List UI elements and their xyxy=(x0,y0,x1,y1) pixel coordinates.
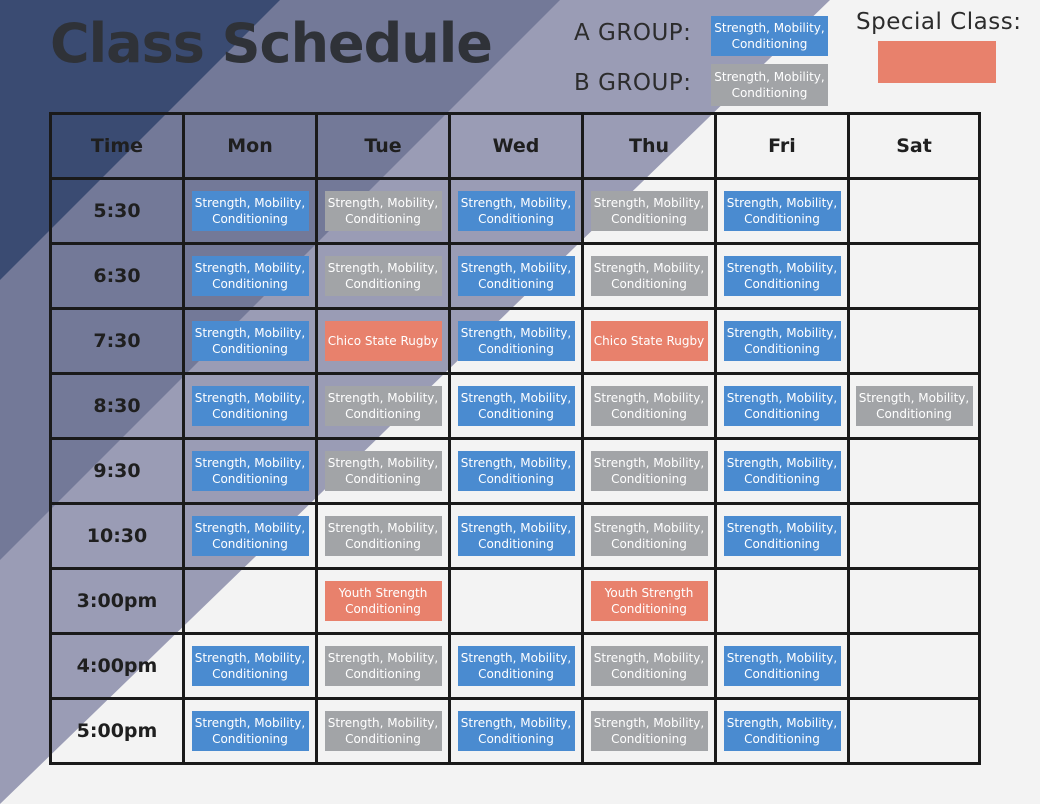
class-chip-a-group: Strength, Mobility, Conditioning xyxy=(458,451,575,491)
class-chip-b-group: Strength, Mobility, Conditioning xyxy=(325,516,442,556)
schedule-cell-fri xyxy=(716,504,849,569)
cell-content xyxy=(717,570,847,632)
page-title: Class Schedule xyxy=(50,12,492,75)
schedule-row xyxy=(51,309,980,374)
cell-content xyxy=(318,570,448,632)
cell-content xyxy=(451,375,581,437)
schedule-row xyxy=(51,179,980,244)
cell-content xyxy=(185,570,315,632)
cell-content xyxy=(584,570,714,632)
legend-a-group-label: A GROUP: xyxy=(574,20,692,46)
cell-content xyxy=(318,310,448,372)
class-chip-a-group: Strength, Mobility, Conditioning xyxy=(724,646,841,686)
schedule-cell-mon xyxy=(184,569,317,634)
cell-content xyxy=(185,180,315,242)
schedule-cell-wed xyxy=(450,374,583,439)
schedule-cell-tue xyxy=(317,634,450,699)
schedule-cell-fri xyxy=(716,699,849,764)
class-chip-a-group: Strength, Mobility, Conditioning xyxy=(458,191,575,231)
schedule-cell-wed xyxy=(450,634,583,699)
schedule-cell-fri xyxy=(716,634,849,699)
schedule-row xyxy=(51,569,980,634)
header-row xyxy=(51,114,980,179)
special-class-chip: Youth Strength Conditioning xyxy=(591,581,708,621)
schedule-cell-fri xyxy=(716,439,849,504)
cell-content xyxy=(318,245,448,307)
schedule-cell-tue xyxy=(317,569,450,634)
time-cell: 5:30 xyxy=(51,179,184,244)
schedule-cell-mon xyxy=(184,699,317,764)
schedule-cell-wed xyxy=(450,309,583,374)
schedule-cell-wed xyxy=(450,439,583,504)
special-class-chip: Youth Strength Conditioning xyxy=(325,581,442,621)
cell-content xyxy=(717,375,847,437)
cell-content xyxy=(717,245,847,307)
col-header-sat: Sat xyxy=(849,114,980,179)
class-chip-b-group: Strength, Mobility, Conditioning xyxy=(325,256,442,296)
class-chip-a-group: Strength, Mobility, Conditioning xyxy=(724,386,841,426)
class-chip-a-group: Strength, Mobility, Conditioning xyxy=(724,256,841,296)
legend-a-group-chip: Strength, Mobility, Conditioning xyxy=(711,16,828,56)
schedule-cell-wed xyxy=(450,504,583,569)
cell-content xyxy=(451,310,581,372)
class-chip-b-group: Strength, Mobility, Conditioning xyxy=(591,516,708,556)
cell-content xyxy=(584,245,714,307)
class-chip-b-group: Strength, Mobility, Conditioning xyxy=(325,451,442,491)
cell-content xyxy=(584,375,714,437)
cell-content xyxy=(451,245,581,307)
schedule-cell-mon xyxy=(184,244,317,309)
class-chip-a-group: Strength, Mobility, Conditioning xyxy=(192,386,309,426)
class-chip-a-group: Strength, Mobility, Conditioning xyxy=(458,711,575,751)
col-header-thu: Thu xyxy=(583,114,716,179)
cell-content xyxy=(717,310,847,372)
schedule-cell-thu xyxy=(583,504,716,569)
schedule-cell-thu xyxy=(583,439,716,504)
cell-content xyxy=(318,440,448,502)
class-chip-a-group: Strength, Mobility, Conditioning xyxy=(724,321,841,361)
class-chip-b-group: Strength, Mobility, Conditioning xyxy=(325,646,442,686)
time-cell: 4:00pm xyxy=(51,634,184,699)
time-cell: 5:00pm xyxy=(51,699,184,764)
legend-b-group-chip: Strength, Mobility, Conditioning xyxy=(711,64,828,106)
schedule-cell-mon xyxy=(184,504,317,569)
schedule-table xyxy=(49,112,981,765)
legend-special-class-label: Special Class: xyxy=(856,9,1022,35)
cell-content xyxy=(451,700,581,762)
special-class-chip: Chico State Rugby xyxy=(325,321,442,361)
cell-content xyxy=(584,700,714,762)
class-chip-a-group: Strength, Mobility, Conditioning xyxy=(724,451,841,491)
schedule-cell-tue xyxy=(317,699,450,764)
cell-content xyxy=(185,635,315,697)
schedule-row xyxy=(51,699,980,764)
time-cell: 9:30 xyxy=(51,439,184,504)
cell-content xyxy=(584,635,714,697)
cell-content xyxy=(318,180,448,242)
class-chip-b-group: Strength, Mobility, Conditioning xyxy=(325,711,442,751)
class-chip-a-group: Strength, Mobility, Conditioning xyxy=(192,646,309,686)
cell-content xyxy=(850,700,978,762)
schedule-cell-sat xyxy=(849,569,980,634)
class-chip-a-group: Strength, Mobility, Conditioning xyxy=(458,386,575,426)
cell-content xyxy=(717,440,847,502)
class-chip-a-group: Strength, Mobility, Conditioning xyxy=(458,321,575,361)
class-chip-b-group: Strength, Mobility, Conditioning xyxy=(325,191,442,231)
cell-content xyxy=(185,375,315,437)
col-header-mon: Mon xyxy=(184,114,317,179)
cell-content xyxy=(584,180,714,242)
class-chip-a-group: Strength, Mobility, Conditioning xyxy=(458,646,575,686)
cell-content xyxy=(185,505,315,567)
cell-content xyxy=(850,505,978,567)
cell-content xyxy=(850,635,978,697)
cell-content xyxy=(451,570,581,632)
class-chip-b-group: Strength, Mobility, Conditioning xyxy=(591,451,708,491)
schedule-row xyxy=(51,504,980,569)
schedule-cell-thu xyxy=(583,179,716,244)
cell-content xyxy=(850,310,978,372)
schedule-cell-thu xyxy=(583,244,716,309)
class-chip-a-group: Strength, Mobility, Conditioning xyxy=(458,256,575,296)
schedule-cell-wed xyxy=(450,569,583,634)
cell-content xyxy=(318,700,448,762)
cell-content xyxy=(850,440,978,502)
class-chip-a-group: Strength, Mobility, Conditioning xyxy=(192,191,309,231)
schedule-cell-thu xyxy=(583,569,716,634)
time-cell: 10:30 xyxy=(51,504,184,569)
class-chip-b-group: Strength, Mobility, Conditioning xyxy=(325,386,442,426)
class-chip-b-group: Strength, Mobility, Conditioning xyxy=(591,711,708,751)
schedule-cell-sat xyxy=(849,699,980,764)
schedule-cell-mon xyxy=(184,439,317,504)
schedule-cell-sat xyxy=(849,309,980,374)
schedule-cell-tue xyxy=(317,374,450,439)
schedule-cell-fri xyxy=(716,244,849,309)
schedule-cell-thu xyxy=(583,699,716,764)
schedule-cell-sat xyxy=(849,439,980,504)
schedule-cell-thu xyxy=(583,374,716,439)
schedule-cell-fri xyxy=(716,569,849,634)
cell-content xyxy=(584,310,714,372)
schedule-row xyxy=(51,244,980,309)
schedule-cell-fri xyxy=(716,179,849,244)
schedule-cell-tue xyxy=(317,504,450,569)
class-chip-b-group: Strength, Mobility, Conditioning xyxy=(591,386,708,426)
class-chip-b-group: Strength, Mobility, Conditioning xyxy=(591,646,708,686)
class-chip-a-group: Strength, Mobility, Conditioning xyxy=(724,191,841,231)
class-chip-a-group: Strength, Mobility, Conditioning xyxy=(192,321,309,361)
cell-content xyxy=(850,375,978,437)
schedule-cell-mon xyxy=(184,374,317,439)
cell-content xyxy=(850,180,978,242)
class-chip-a-group: Strength, Mobility, Conditioning xyxy=(724,516,841,556)
cell-content xyxy=(185,440,315,502)
schedule-cell-tue xyxy=(317,244,450,309)
time-cell: 7:30 xyxy=(51,309,184,374)
schedule-cell-sat xyxy=(849,634,980,699)
schedule-cell-wed xyxy=(450,179,583,244)
cell-content xyxy=(451,180,581,242)
class-chip-a-group: Strength, Mobility, Conditioning xyxy=(192,451,309,491)
class-chip-b-group: Strength, Mobility, Conditioning xyxy=(856,386,973,426)
cell-content xyxy=(451,635,581,697)
legend-special-class-swatch xyxy=(878,41,996,83)
class-chip-a-group: Strength, Mobility, Conditioning xyxy=(192,711,309,751)
time-cell: 8:30 xyxy=(51,374,184,439)
cell-content xyxy=(850,245,978,307)
cell-content xyxy=(318,635,448,697)
schedule-cell-sat xyxy=(849,179,980,244)
schedule-cell-wed xyxy=(450,699,583,764)
schedule-cell-fri xyxy=(716,309,849,374)
schedule-cell-sat xyxy=(849,374,980,439)
schedule-cell-tue xyxy=(317,179,450,244)
cell-content xyxy=(318,505,448,567)
cell-content xyxy=(717,635,847,697)
col-header-time: Time xyxy=(51,114,184,179)
col-header-tue: Tue xyxy=(317,114,450,179)
class-chip-b-group: Strength, Mobility, Conditioning xyxy=(591,191,708,231)
cell-content xyxy=(717,180,847,242)
cell-content xyxy=(850,570,978,632)
cell-content xyxy=(185,310,315,372)
cell-content xyxy=(584,505,714,567)
schedule-cell-sat xyxy=(849,244,980,309)
cell-content xyxy=(185,700,315,762)
schedule-cell-mon xyxy=(184,634,317,699)
schedule-cell-thu xyxy=(583,309,716,374)
schedule-cell-thu xyxy=(583,634,716,699)
cell-content xyxy=(717,700,847,762)
legend-b-group-label: B GROUP: xyxy=(574,70,692,96)
cell-content xyxy=(451,505,581,567)
schedule-cell-tue xyxy=(317,309,450,374)
schedule-cell-mon xyxy=(184,309,317,374)
schedule-cell-sat xyxy=(849,504,980,569)
cell-content xyxy=(318,375,448,437)
class-chip-a-group: Strength, Mobility, Conditioning xyxy=(458,516,575,556)
col-header-wed: Wed xyxy=(450,114,583,179)
schedule-cell-wed xyxy=(450,244,583,309)
cell-content xyxy=(717,505,847,567)
time-cell: 6:30 xyxy=(51,244,184,309)
schedule-cell-tue xyxy=(317,439,450,504)
col-header-fri: Fri xyxy=(716,114,849,179)
time-cell: 3:00pm xyxy=(51,569,184,634)
class-chip-a-group: Strength, Mobility, Conditioning xyxy=(192,256,309,296)
class-chip-a-group: Strength, Mobility, Conditioning xyxy=(724,711,841,751)
class-chip-b-group: Strength, Mobility, Conditioning xyxy=(591,256,708,296)
cell-content xyxy=(584,440,714,502)
special-class-chip: Chico State Rugby xyxy=(591,321,708,361)
schedule-body xyxy=(51,179,980,764)
schedule-row xyxy=(51,374,980,439)
schedule-cell-fri xyxy=(716,374,849,439)
class-chip-a-group: Strength, Mobility, Conditioning xyxy=(192,516,309,556)
cell-content xyxy=(451,440,581,502)
schedule-row xyxy=(51,634,980,699)
schedule-row xyxy=(51,439,980,504)
cell-content xyxy=(185,245,315,307)
schedule-cell-mon xyxy=(184,179,317,244)
